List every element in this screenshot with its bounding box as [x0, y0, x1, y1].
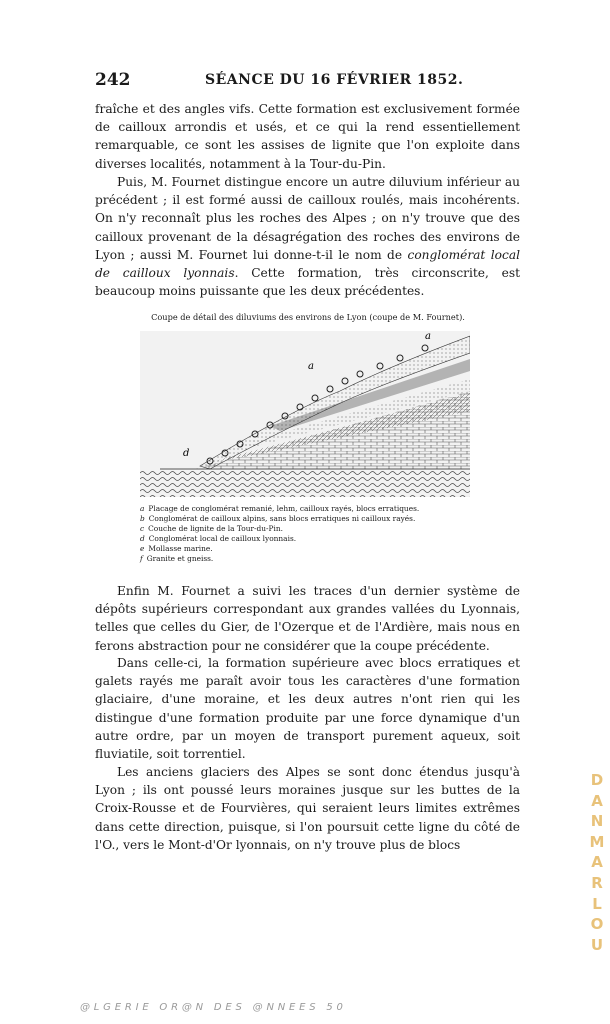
legend-key: e [140, 544, 145, 553]
figure-label-a-lower: a [308, 361, 314, 372]
legend-item [140, 544, 510, 554]
watermark-letter: R [591, 873, 603, 892]
paragraph-1: fraîche et des angles vifs. Cette formation est exclusivement formée de cailloux arrondis et usés, et ce qui la rend essentiellement remarquable, ce sont les assises de lignite que l'on exploite dans diverses localités, notamment à la Tour-du-Pin. [95, 102, 520, 171]
legend-item [140, 524, 510, 534]
granite-layer [140, 469, 470, 497]
paragraph-2 [95, 173, 520, 300]
figure-label-d: d [183, 448, 190, 459]
legend-text: Mollasse marine. [148, 544, 213, 553]
legend-text: Conglomérat de cailloux alpins, sans blocs erratiques ni cailloux rayés. [148, 514, 416, 523]
watermark-letter: O [590, 915, 604, 934]
legend-key: d [140, 534, 145, 543]
geological-section-figure [140, 331, 470, 497]
paragraph-2-start: Puis, M. Fournet distingue encore un autre diluvium inférieur au précédent ; il est formé aussi de cailloux roulés, mais incohérents. On n'y reconnaît plus les roches des Alpes ; on n'y trouve que des cailloux provenant de la désagrégation des roches des environs de Lyon ; aussi M. Fournet lui donne-t-il le nom de [95, 175, 520, 262]
watermark-letter: A [591, 791, 603, 810]
watermark-letter: D [590, 771, 604, 789]
legend-text: Granite et gneiss. [146, 554, 214, 563]
paragraph-2-end: . Cette formation, très circonscrite, est beaucoup moins puissante que les deux précédentes. [95, 266, 520, 299]
bottom-watermark: @LGERIE OR@N DES @NNEES 50 [80, 1002, 347, 1013]
legend-key: a [140, 504, 145, 513]
figure-caption: Coupe de détail des diluviums des environs de Lyon (coupe de M. Fournet). [151, 312, 465, 322]
watermark-letter: M [589, 832, 605, 851]
running-head: SÉANCE DU 16 FÉVRIER 1852. [205, 72, 464, 88]
paragraph-4: Dans celle-ci, la formation supérieure avec blocs erratiques et galets rayés me paraît avoir tous les caractères d'une formation glaciaire, d'une moraine, et les deux autres n'ont rien qui les distingue d'une formation produite par une force dynamique d'un autre ordre, par un moyen de transport purement aqueux, soit fluviatile, soit torrentiel. [95, 656, 520, 762]
legend-key: f [140, 554, 143, 563]
legend-item [140, 554, 510, 564]
paragraph-2-italic-term: conglomérat local de cailloux lyonnais [95, 247, 520, 281]
legend-item [140, 534, 510, 544]
vertical-watermark [588, 770, 606, 955]
page-header [95, 70, 520, 90]
figure-label-a-upper: a [425, 331, 431, 342]
legend-text: Couche de lignite de la Tour-du-Pin. [148, 524, 283, 533]
legend-key: c [140, 524, 145, 533]
watermark-letter: N [590, 812, 604, 831]
watermark-letter: L [592, 894, 602, 913]
page-number: 242 [95, 70, 131, 90]
geological-section-drawing [140, 331, 470, 497]
paragraph-5: Les anciens glaciers des Alpes se sont donc étendus jusqu'à Lyon ; ils ont poussé leurs moraines jusque sur les buttes de la Croix-Rousse et de Fourvières, qui seraient leurs limites extrêmes dans cette direction, puisque, si l'on poursuit cette ligne du côté de l'O., vers le Mont-d'Or lyonnais, on n'y trouve plus de blocs [95, 765, 520, 852]
legend-text: Placage de conglomérat remanié, lehm, cailloux rayés, blocs erratiques. [148, 504, 420, 513]
legend-item [140, 504, 510, 514]
watermark-letter: A [591, 853, 603, 872]
figure-legend [140, 504, 510, 564]
legend-key: b [140, 514, 145, 523]
watermark-letter: U [590, 935, 604, 954]
legend-item [140, 514, 510, 524]
paragraph-3: Enfin M. Fournet a suivi les traces d'un dernier système de dépôts supérieurs correspondant aux grandes vallées du Lyonnais, telles que celles du Gier, de l'Ozerque et de l'Ardière, mais nous en ferons abstraction pour ne considérer que la coupe précédente. [95, 584, 520, 653]
legend-text: Conglomérat local de cailloux lyonnais. [148, 534, 297, 543]
